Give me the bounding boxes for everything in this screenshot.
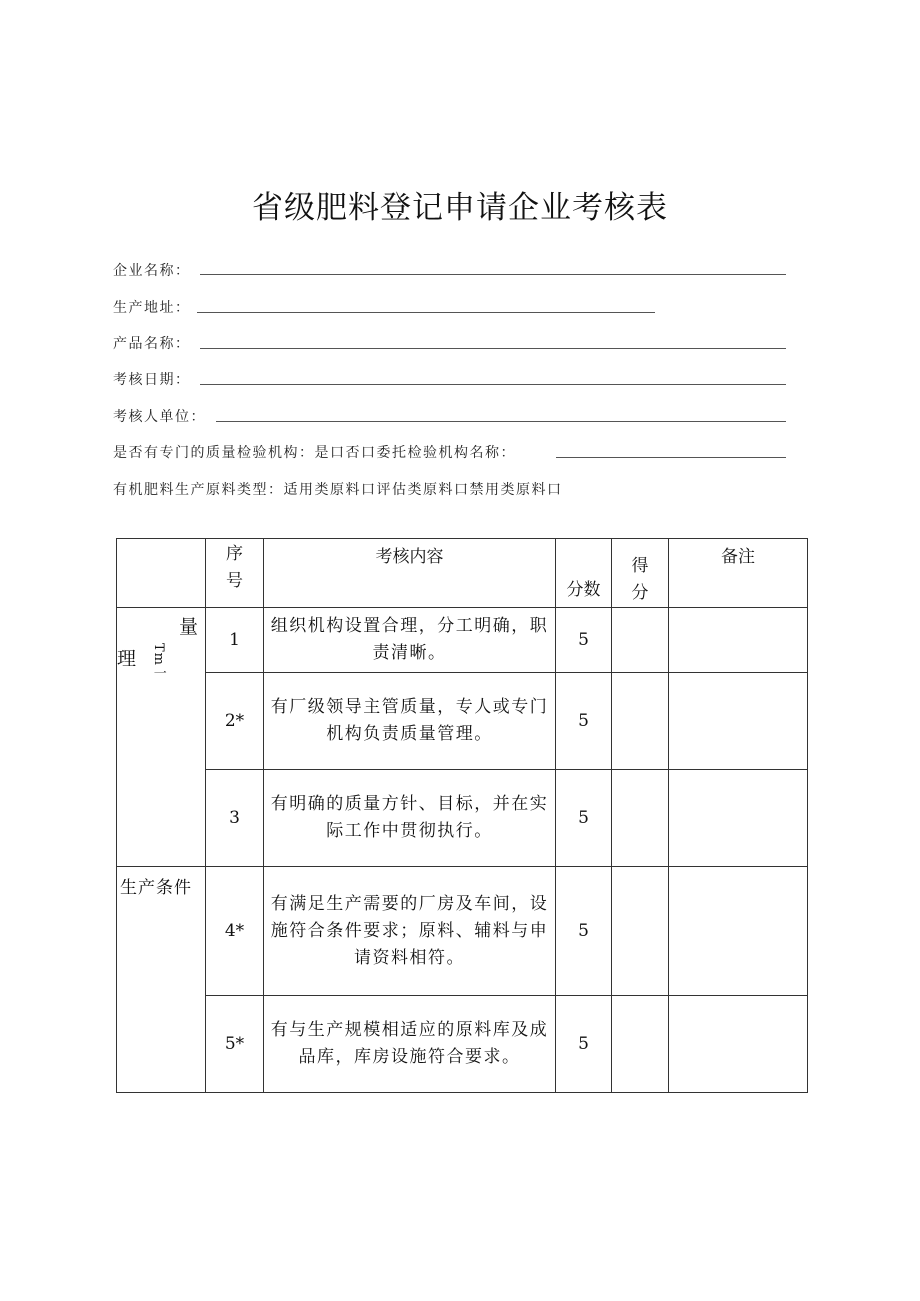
assessor-unit-label: 考核人单位： bbox=[113, 409, 206, 425]
product-name-label: 产品名称： bbox=[113, 336, 191, 352]
table-row bbox=[117, 996, 808, 1093]
assessment-table bbox=[116, 538, 808, 1093]
score-input-cell[interactable] bbox=[612, 867, 669, 996]
header-score bbox=[612, 539, 669, 608]
points-cell: 5 bbox=[556, 673, 612, 770]
date-line[interactable] bbox=[200, 384, 786, 385]
header-seq bbox=[206, 539, 264, 608]
category-production-text: 生产条件 bbox=[120, 878, 192, 899]
category-quality-management bbox=[117, 608, 206, 867]
seq-cell: 4* bbox=[206, 867, 264, 996]
content-cell: 有明确的质量方针、目标，并在实际工作中贯彻执行。 bbox=[264, 770, 556, 867]
content-cell: 有与生产规模相适应的原料库及成品库，库房设施符合要求。 bbox=[264, 996, 556, 1093]
points-cell: 5 bbox=[556, 867, 612, 996]
header-points: 分数 bbox=[556, 539, 612, 608]
seq-cell: 5* bbox=[206, 996, 264, 1093]
remarks-input-cell[interactable] bbox=[669, 770, 808, 867]
category-quality-text-c: Tm一 bbox=[150, 643, 166, 681]
header-content: 考核内容 bbox=[264, 539, 556, 608]
score-input-cell[interactable] bbox=[612, 770, 669, 867]
table-row bbox=[117, 608, 808, 673]
points-cell: 5 bbox=[556, 770, 612, 867]
header-category-cell bbox=[117, 539, 206, 608]
header-seq-text: 序号 bbox=[226, 544, 243, 592]
remarks-input-cell[interactable] bbox=[669, 673, 808, 770]
score-input-cell[interactable] bbox=[612, 996, 669, 1093]
company-name-label: 企业名称： bbox=[113, 263, 191, 279]
company-name-line[interactable] bbox=[200, 274, 786, 275]
seq-cell: 1 bbox=[206, 608, 264, 673]
table-row bbox=[117, 770, 808, 867]
table-header-row bbox=[117, 539, 808, 608]
table-row bbox=[117, 867, 808, 996]
seq-cell: 3 bbox=[206, 770, 264, 867]
seq-cell: 2* bbox=[206, 673, 264, 770]
assessor-unit-line[interactable] bbox=[216, 421, 786, 422]
content-cell: 有满足生产需要的厂房及车间，设施符合条件要求；原料、辅料与申请资料相符。 bbox=[264, 867, 556, 996]
category-quality-text-a: 量 bbox=[179, 616, 200, 639]
qc-org-label: 是否有专门的质量检验机构：是口否口委托检验机构名称： bbox=[113, 445, 516, 461]
product-name-line[interactable] bbox=[200, 348, 786, 349]
score-input-cell[interactable] bbox=[612, 673, 669, 770]
points-cell: 5 bbox=[556, 608, 612, 673]
page-title: 省级肥料登记申请企业考核表 bbox=[252, 190, 668, 226]
points-cell: 5 bbox=[556, 996, 612, 1093]
material-type-label: 有机肥料生产原料类型：适用类原料口评估类原料口禁用类原料口 bbox=[113, 482, 563, 498]
category-production bbox=[117, 867, 206, 1093]
content-cell: 组织机构设置合理，分工明确，职责清晰。 bbox=[264, 608, 556, 673]
address-line[interactable] bbox=[197, 312, 655, 313]
date-label: 考核日期： bbox=[113, 372, 191, 388]
table-row bbox=[117, 673, 808, 770]
score-input-cell[interactable] bbox=[612, 608, 669, 673]
remarks-input-cell[interactable] bbox=[669, 867, 808, 996]
remarks-input-cell[interactable] bbox=[669, 996, 808, 1093]
header-remarks: 备注 bbox=[669, 539, 808, 608]
address-label: 生产地址： bbox=[113, 300, 191, 316]
qc-org-line[interactable] bbox=[556, 457, 786, 458]
remarks-input-cell[interactable] bbox=[669, 608, 808, 673]
header-score-text: 得分 bbox=[631, 556, 649, 604]
content-cell: 有厂级领导主管质量，专人或专门机构负责质量管理。 bbox=[264, 673, 556, 770]
category-quality-text-b: 理 bbox=[117, 648, 138, 671]
